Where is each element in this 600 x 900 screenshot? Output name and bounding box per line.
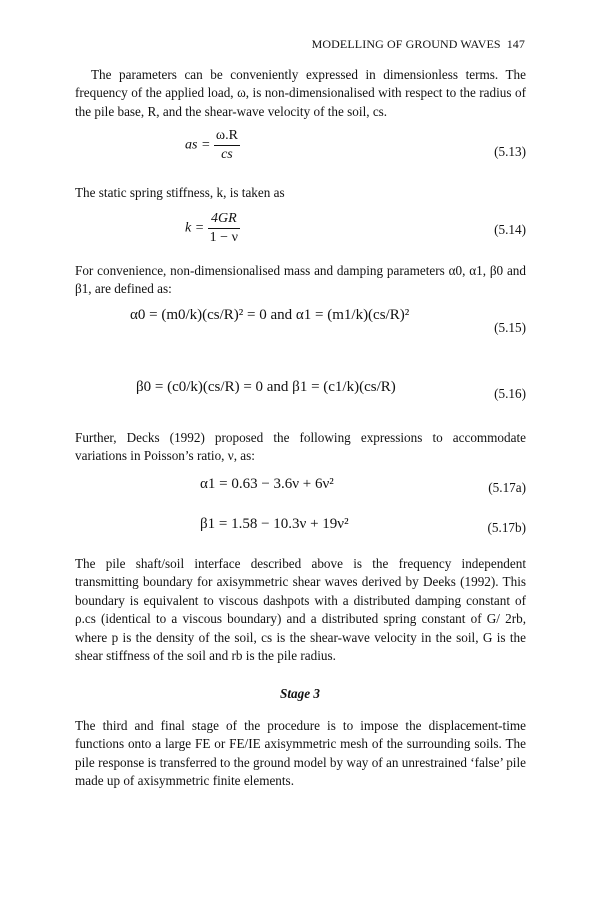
equation-5-13	[185, 129, 240, 162]
paragraph-6: The third and final stage of the procedure is to impose the displacement-time functions onto a large FE or FE/IE axisymmetric mesh of the surrounding soils. The pile response is transferred to the ground model by way of an unrestrained ‘false’ pile made up of axisymmetric finite elements.	[75, 718, 526, 789]
eq-lhs: k =	[185, 220, 205, 236]
paragraph-4: Further, Decks (1992) proposed the following expressions to accommodate variations in Poisson’s ratio, ν, as:	[75, 430, 526, 464]
eq-numerator: 4GR	[208, 212, 240, 229]
eq-lhs: as =	[185, 137, 211, 153]
eq-fraction	[208, 212, 240, 245]
equation-5-17a: α1 = 0.63 − 3.6ν + 6ν²	[200, 476, 334, 492]
eq-numerator: ω.R	[214, 129, 240, 146]
equation-5-16: β0 = (c0/k)(cs/R) = 0 and β1 = (c1/k)(cs/R)	[136, 379, 396, 395]
running-header	[312, 37, 525, 52]
equation-5-15: α0 = (m0/k)(cs/R)² = 0 and α1 = (m1/k)(cs/R)²	[130, 307, 410, 323]
paragraph-5: The pile shaft/soil interface described above is the frequency independent transmitting boundary for axisymmetric shear waves derived by Deeks (1992). This boundary is equivalent to viscous dashpots with a distributed damping constant of ρ.cs (identical to a viscous boundary) and a distributed spring constant of G/ 2rb, where p is the density of the soil, cs is the shear-wave velocity in the soil, G is the shear stiffness of the soil and rb is the pile radius.	[75, 556, 526, 664]
equation-5-14	[185, 212, 240, 245]
paragraph-1: The parameters can be conveniently expressed in dimensionless terms. The frequency of the applied load, ω, is non-dimensionalised with respect to the radius of the pile base, R, and the shear-wave velocity of the soil, cs.	[75, 67, 526, 119]
page-number: 147	[506, 37, 525, 51]
equation-number-5-13: (5.13)	[494, 144, 526, 159]
equation-number-5-17a: (5.17a)	[488, 480, 526, 495]
equation-number-5-15: (5.15)	[494, 320, 526, 335]
section-heading: Stage 3	[280, 686, 320, 701]
eq-denominator: 1 − ν	[209, 230, 238, 245]
equation-number-5-17b: (5.17b)	[487, 520, 526, 535]
equation-number-5-14: (5.14)	[494, 222, 526, 237]
eq-fraction	[214, 129, 240, 162]
equation-number-5-16: (5.16)	[494, 386, 526, 401]
paragraph-3: For convenience, non-dimensionalised mass and damping parameters α0, α1, β0 and β1, are defined as:	[75, 263, 526, 297]
eq-denominator: cs	[221, 147, 233, 162]
header-title: MODELLING OF GROUND WAVES	[311, 37, 501, 51]
equation-5-17b: β1 = 1.58 − 10.3ν + 19ν²	[200, 516, 349, 532]
paragraph-2: The static spring stiffness, k, is taken as	[75, 185, 285, 200]
